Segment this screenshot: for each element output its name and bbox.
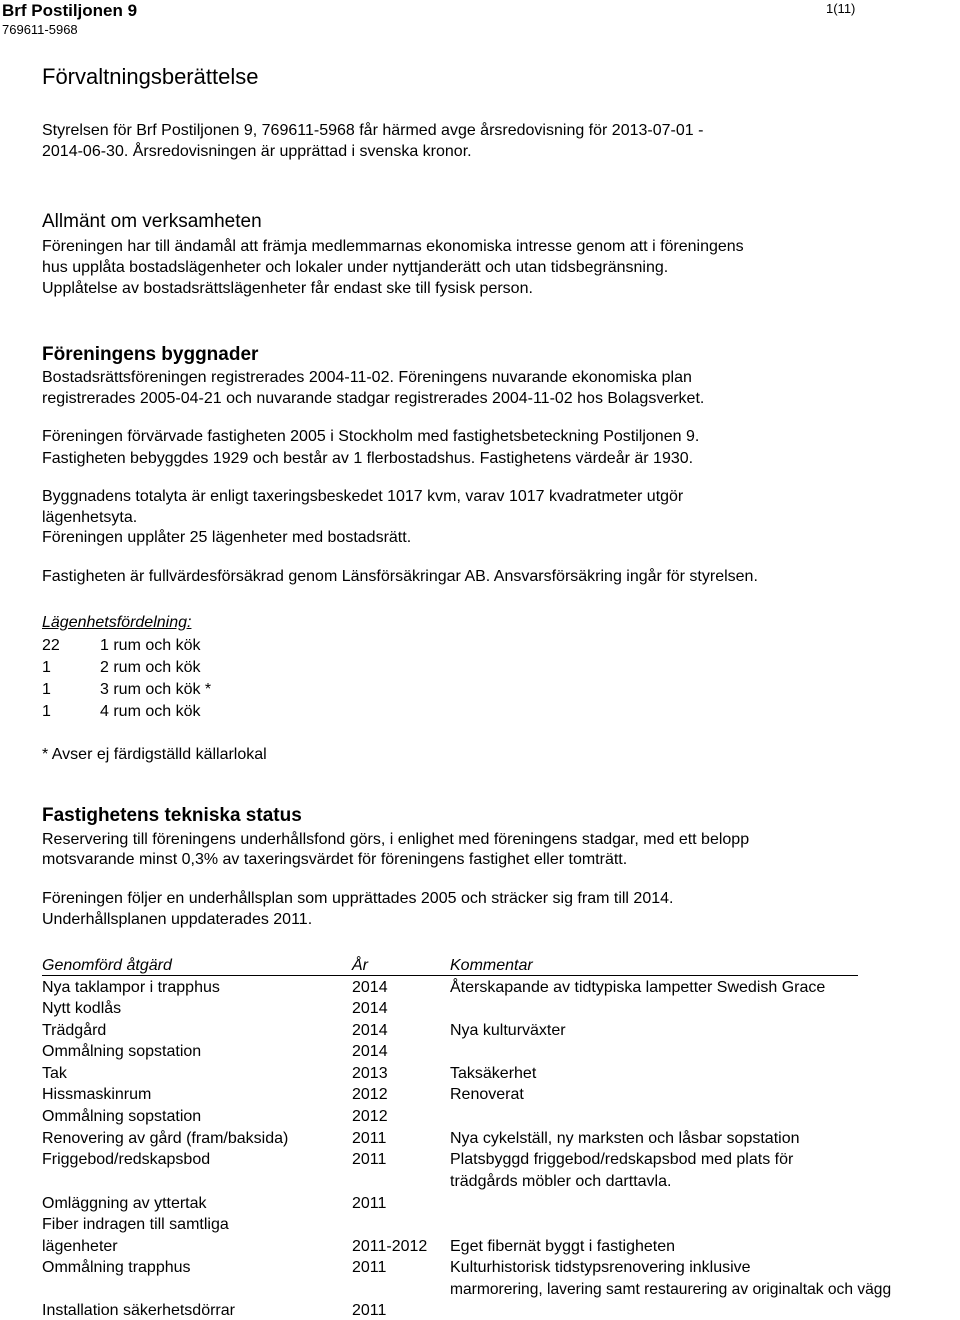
table-cell-atgard: Fiber indragen till samtliga	[42, 1216, 229, 1233]
table-cell-kommentar: Taksäkerhet	[450, 1065, 537, 1082]
table-cell-kommentar: Nya cykelställ, ny marksten och låsbar sopstation	[450, 1130, 800, 1147]
table-header-rule	[42, 975, 858, 976]
table-cell-ar: 2013	[352, 1065, 388, 1082]
table-cell-atgard: Trädgård	[42, 1022, 107, 1039]
table-cell-kommentar: Nya kulturväxter	[450, 1022, 566, 1039]
table-cell-ar: 2011	[352, 1302, 387, 1319]
verksamhet-line-3: Upplåtelse av bostadsrättslägenheter får endast ske till fysisk person.	[42, 280, 533, 297]
table-cell-kommentar: Eget fibernät byggt i fastigheten	[450, 1238, 676, 1255]
table-cell-ar: 2014	[352, 1043, 388, 1060]
section-heading-teknisk: Fastighetens tekniska status	[42, 805, 302, 826]
intro-line-1: Styrelsen för Brf Postiljonen 9, 769611-5968 får härmed avge årsredovisning för 2013-07-01 -	[42, 122, 704, 139]
fordelning-count: 1	[42, 703, 51, 720]
byggnader-line-2: registrerades 2005-04-21 och nuvarande stadgar registrerades 2004-11-02 hos Bolagsverket.	[42, 390, 705, 407]
table-cell-ar: 2011	[352, 1195, 387, 1212]
table-cell-ar: 2014	[352, 1022, 388, 1039]
teknisk-line-2: motsvarande minst 0,3% av taxeringsvärdet för föreningens fastighet eller tomträtt.	[42, 851, 628, 868]
table-cell-ar: 2014	[352, 1000, 388, 1017]
byggnader-line-1: Bostadsrättsföreningen registrerades 2004-11-02. Föreningens nuvarande ekonomiska plan	[42, 369, 692, 386]
byggnader-line-4: Fastigheten bebyggdes 1929 och består av 1 flerbostadshus. Fastighetens värdeår är 1930.	[42, 450, 694, 467]
section-heading-verksamhet: Allmänt om verksamheten	[42, 211, 262, 232]
table-cell-atgard: Ommålning sopstation	[42, 1043, 202, 1060]
teknisk-line-1: Reservering till föreningens underhållsfond görs, i enlighet med föreningens stadgar, med ett belopp	[42, 831, 750, 848]
table-cell-ar: 2011	[352, 1259, 387, 1276]
page-number: 1(11)	[826, 1, 856, 16]
table-cell-atgard: Ommålning sopstation	[42, 1108, 202, 1125]
fordelning-type: 1 rum och kök	[100, 637, 201, 654]
byggnader-line-5: Byggnadens totalyta är enligt taxeringsbeskedet 1017 kvm, varav 1017 kvadratmeter utgör	[42, 488, 684, 505]
fordelning-type: 2 rum och kök	[100, 659, 201, 676]
table-cell-ar: 2012	[352, 1108, 388, 1125]
table-cell-ar: 2011	[352, 1130, 387, 1147]
table-cell-ar: 2011-2012	[352, 1238, 428, 1255]
intro-line-2: 2014-06-30. Årsredovisningen är upprättad i svenska kronor.	[42, 143, 472, 160]
table-cell-kommentar: Renoverat	[450, 1086, 524, 1103]
fordelning-count: 1	[42, 681, 51, 698]
table-cell-kommentar: Kulturhistorisk tidstypsrenovering inklusive	[450, 1259, 751, 1276]
table-cell-atgard: Renovering av gård (fram/baksida)	[42, 1130, 289, 1147]
table-cell-atgard: Ommålning trapphus	[42, 1259, 191, 1276]
page-title: Förvaltningsberättelse	[42, 64, 259, 89]
byggnader-line-7: Föreningen upplåter 25 lägenheter med bostadsrätt.	[42, 529, 412, 546]
table-cell-kommentar-cont: trädgårds möbler och darttavla.	[450, 1173, 672, 1190]
table-cell-kommentar: Återskapande av tidtypiska lampetter Swedish Grace	[450, 979, 826, 996]
fordelning-count: 1	[42, 659, 51, 676]
table-cell-atgard: Hissmaskinrum	[42, 1086, 152, 1103]
byggnader-line-6: lägenhetsyta.	[42, 509, 138, 526]
teknisk-line-3: Föreningen följer en underhållsplan som upprättades 2005 och sträcker sig fram till 2014.	[42, 890, 674, 907]
table-cell-ar: 2014	[352, 979, 388, 996]
table-cell-atgard: Nya taklampor i trapphus	[42, 979, 220, 996]
fordelning-type: 3 rum och kök *	[100, 681, 212, 698]
table-cell-ar: 2011	[352, 1151, 387, 1168]
organization-number: 769611-5968	[2, 22, 78, 37]
fordelning-heading: Lägenhetsfördelning:	[42, 614, 192, 631]
table-cell-atgard: Omläggning av yttertak	[42, 1195, 207, 1212]
table-header-ar: År	[352, 957, 368, 974]
table-header-atgard: Genomförd åtgärd	[42, 957, 172, 974]
table-cell-ar: 2012	[352, 1086, 388, 1103]
fordelning-type: 4 rum och kök	[100, 703, 201, 720]
table-header-kommentar: Kommentar	[450, 957, 533, 974]
teknisk-line-4: Underhållsplanen uppdaterades 2011.	[42, 911, 313, 928]
table-cell-atgard: Installation säkerhetsdörrar	[42, 1302, 235, 1319]
table-cell-atgard: Tak	[42, 1065, 67, 1082]
section-heading-byggnader: Föreningens byggnader	[42, 344, 259, 365]
fordelning-note: * Avser ej färdigställd källarlokal	[42, 746, 267, 763]
verksamhet-line-1: Föreningen har till ändamål att främja medlemmarnas ekonomiska intresse genom att i föreningens	[42, 238, 744, 255]
verksamhet-line-2: hus upplåta bostadslägenheter och lokaler under nyttjanderätt och utan tidsbegränsning.	[42, 259, 669, 276]
table-cell-atgard-cont: lägenheter	[42, 1238, 118, 1255]
fordelning-count: 22	[42, 637, 60, 654]
byggnader-line-3: Föreningen förvärvade fastigheten 2005 i Stockholm med fastighetsbeteckning Postiljonen 9.	[42, 428, 700, 445]
table-cell-kommentar-cont: marmorering, lavering samt restaurering av originaltak och vägg	[450, 1281, 892, 1298]
byggnader-line-8: Fastigheten är fullvärdesförsäkrad genom Länsförsäkringar AB. Ansvarsförsäkring ingår för styrelsen.	[42, 568, 758, 585]
table-cell-atgard: Nytt kodlås	[42, 1000, 122, 1017]
organization-name: Brf Postiljonen 9	[2, 1, 138, 20]
table-cell-kommentar: Platsbyggd friggebod/redskapsbod med plats för	[450, 1151, 794, 1168]
table-cell-atgard: Friggebod/redskapsbod	[42, 1151, 211, 1168]
